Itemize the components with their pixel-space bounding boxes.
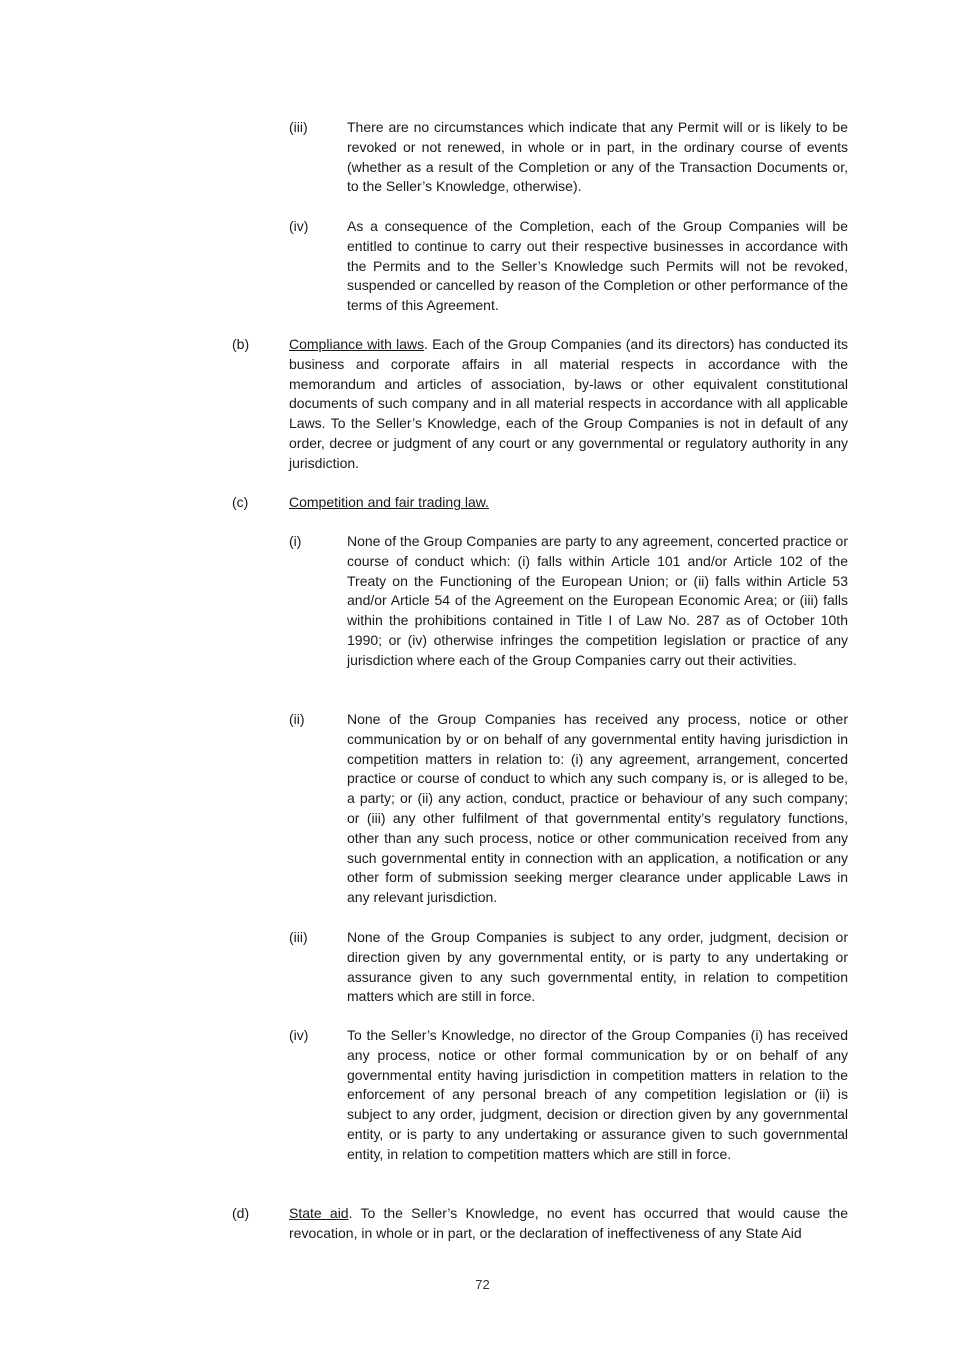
clause-text: As a consequence of the Completion, each of the Group Companies will be entitled to continue to carry out their respective businesses in accordance with the Permits and to the Seller’s Knowledge such Permits will not be revoked, suspended or cancelled by reason of the Completion or other performance of the terms of this Agreement. (347, 218, 848, 314)
clause-body: . To the Seller’s Knowledge, no event has occurred that would cause the revocation, in whole or in part, or the declaration of ineffectiveness of any State Aid (289, 1205, 848, 1241)
clause-label: (b) (232, 336, 250, 352)
clause-text (289, 493, 848, 513)
clause-heading: Compliance with laws (289, 336, 425, 352)
clause-label: (i) (289, 533, 302, 549)
clause-text (289, 335, 848, 474)
clause-text: None of the Group Companies are party to any agreement, concerted practice or course of conduct which: (i) falls within Article 101 and/or Article 102 of the Treaty on the Functioning of the European Union; or (ii) falls within Article 53 and/or Article 54 of the Agreement on the European Economic Area; or (iii) falls within the prohibitions contained in Title I of Law No. 287 as of October 10th 1990; or (iv) otherwise infringes the competition legislation or practice of any jurisdiction where each of the Group Companies carry out their activities. (347, 533, 848, 668)
clause-label: (iii) (289, 929, 308, 945)
clause-text: None of the Group Companies has received any process, notice or other communication by or on behalf of any governmental entity having jurisdiction in competition matters in relation to: (i) any agreement, arrangement, concerted practice or course of conduct to which any such company is, or is alleged to be, a party; or (ii) any action, conduct, practice or behaviour of any such company; or (iii) any other fulfilment of that governmental entity’s regulatory functions, other than any such process, notice or other communication received from any such governmental entity in connection with an application, a notification or any other form of submission seeking merger clearance under applicable Laws in any relevant jurisdiction. (347, 711, 848, 906)
clause-text (289, 1204, 848, 1244)
clause-label: (iv) (289, 218, 309, 234)
clause-label: (iii) (289, 119, 308, 135)
clause-body: . Each of the Group Companies (and its directors) has conducted its business and corporate affairs in all material respects in accordance with the memorandum and articles of association, by-laws or other equivalent constitutional documents of such company and in all material respects in accordance with all applicable Laws. To the Seller’s Knowledge, each of the Group Companies is not in default of any order, decree or judgment of any court or any governmental or regulatory authority in any jurisdiction. (289, 336, 849, 471)
clause-label: (ii) (289, 711, 305, 727)
clause-heading: State aid (289, 1205, 349, 1221)
clause-text: There are no circumstances which indicate that any Permit will or is likely to be revoked or not renewed, in whole or in part, in the ordinary course of events (whether as a result of the Completion or any of the Transaction Documents or, to the Seller’s Knowledge, otherwise). (347, 119, 848, 195)
clause-label: (iv) (289, 1027, 309, 1043)
clause-label: (d) (232, 1205, 250, 1221)
clause-heading: Competition and fair trading law. (289, 494, 489, 510)
clause-label: (c) (232, 494, 249, 510)
clause-text: None of the Group Companies is subject to any order, judgment, decision or direction given by any governmental entity, or is party to any undertaking or assurance given to any such governmental entity, in relation to competition matters which are still in force. (347, 929, 848, 1005)
clause-text: To the Seller’s Knowledge, no director of the Group Companies (i) has received any process, notice or other formal communication by or on behalf of any governmental entity having jurisdiction in competition matters in relation to the enforcement of any personal breach of any competition legislation or (ii) is subject to any order, judgment, decision or direction given by any governmental entity, or is party to any undertaking or assurance given to such governmental entity, in relation to competition matters which are still in force. (347, 1027, 848, 1162)
page-number: 72 (475, 1277, 490, 1292)
